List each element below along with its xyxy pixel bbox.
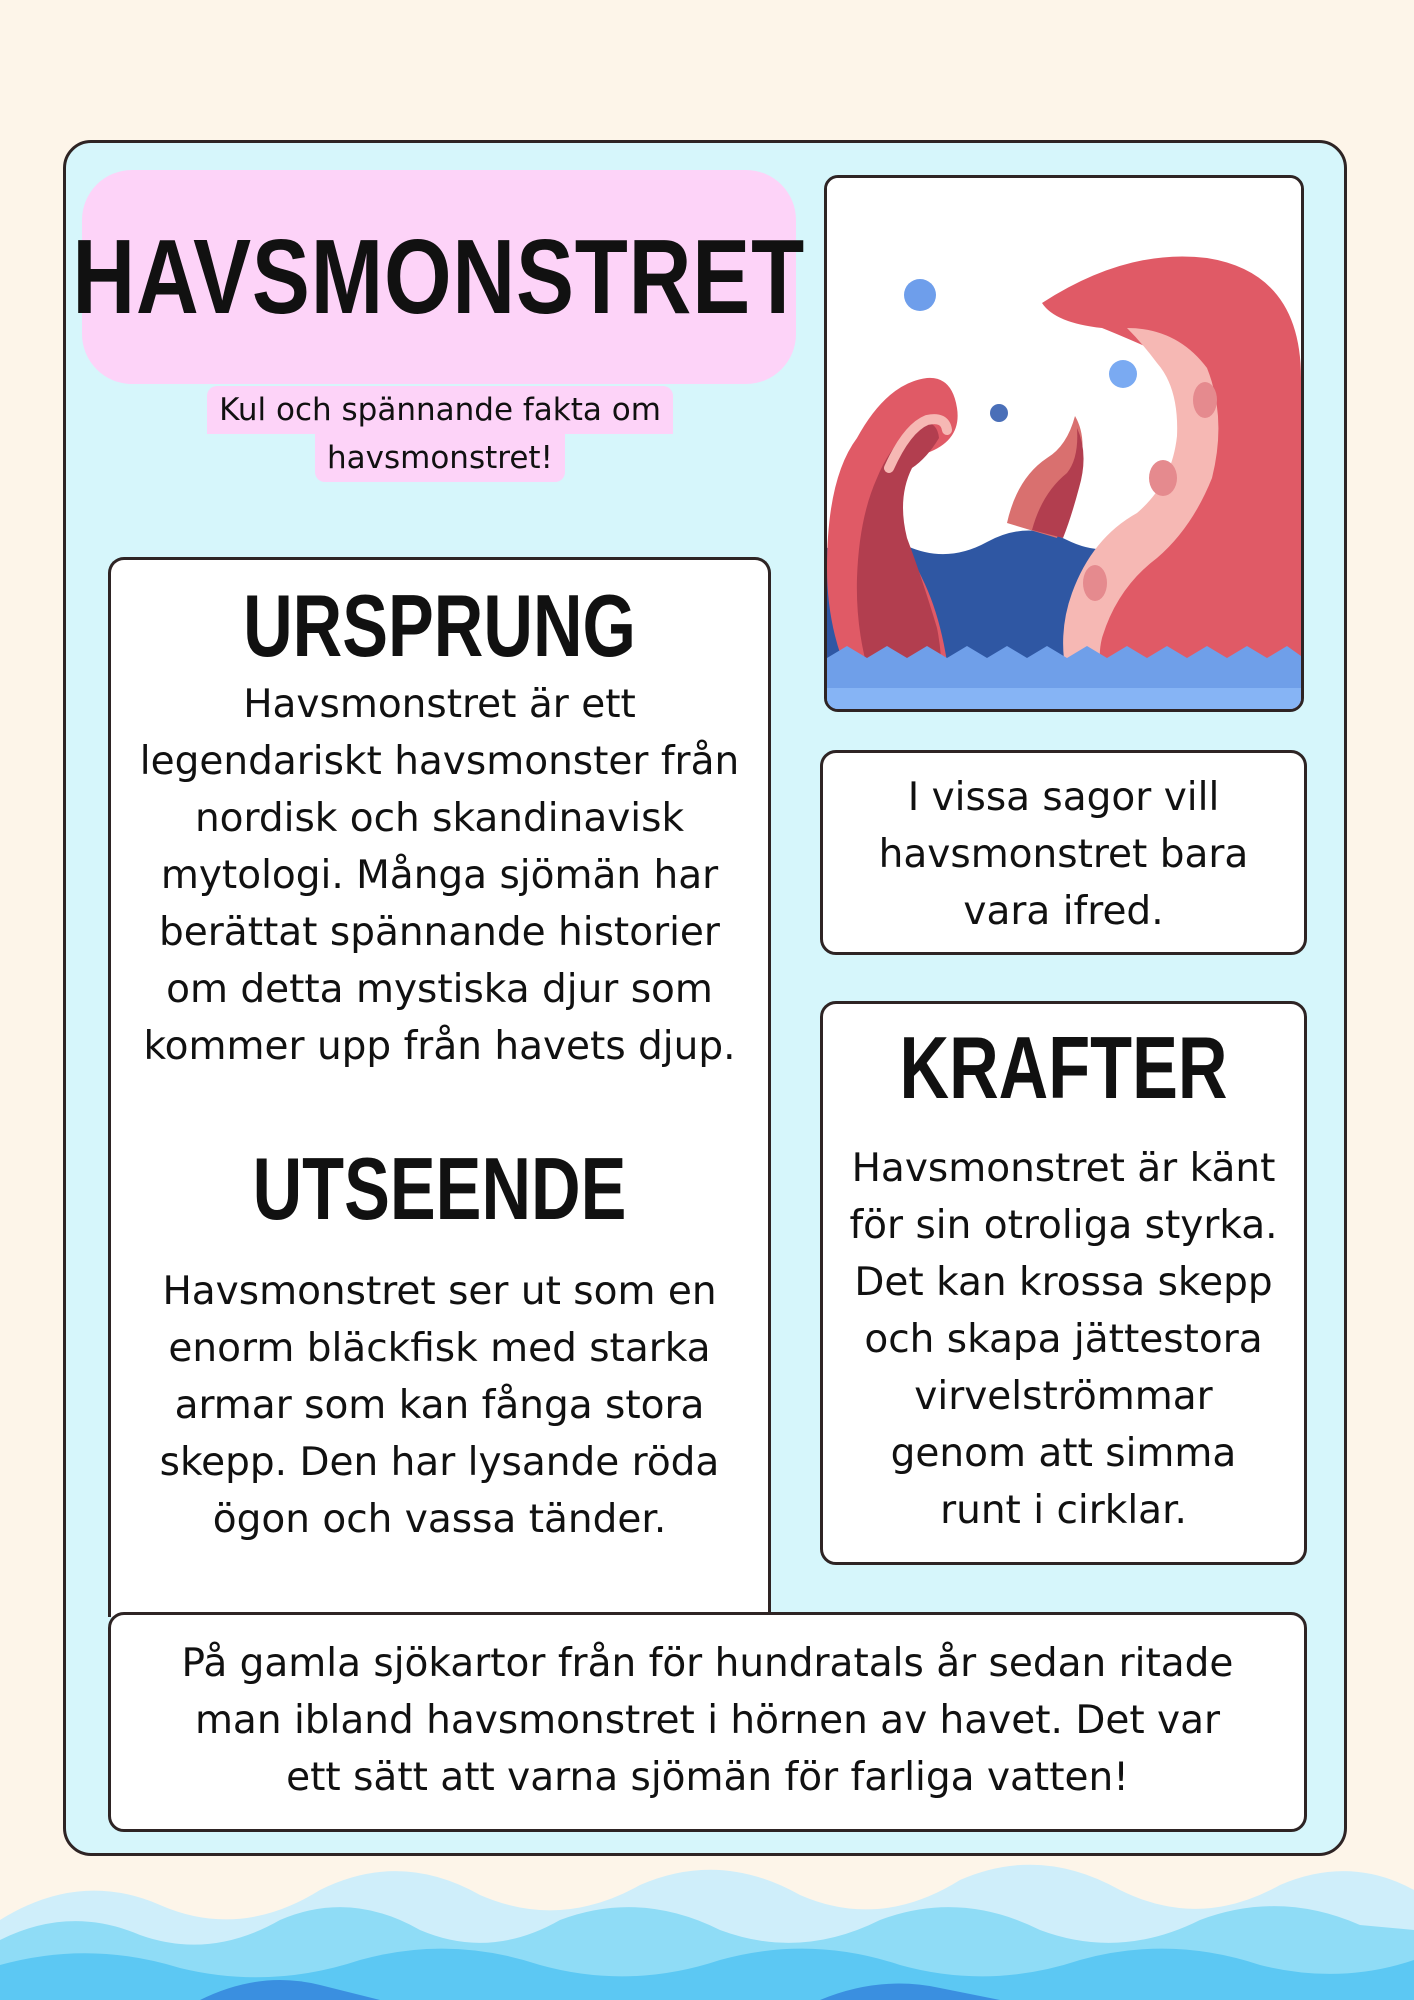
sagor-line: havsmonstret bara xyxy=(878,832,1249,877)
utseende-line: armar som kan fånga stora xyxy=(174,1383,705,1428)
sagor-line: I vissa sagor vill xyxy=(907,775,1220,820)
ursprung-line: kommer upp från havets djup. xyxy=(143,1024,736,1069)
sea-monster-tentacles-icon xyxy=(827,178,1301,709)
krafter-text xyxy=(823,1140,1304,1539)
utseende-line: ögon och vassa tänder. xyxy=(212,1497,667,1542)
ursprung-utseende-card xyxy=(108,557,771,1617)
sjokartor-line: man ibland havsmonstret i hörnen av havet. Det var xyxy=(194,1698,1221,1743)
ursprung-heading: URSPRUNG xyxy=(243,576,636,675)
title-bubble xyxy=(72,170,806,384)
utseende-line: enorm bläckfisk med starka xyxy=(168,1326,711,1371)
ocean-waves-icon xyxy=(0,1810,1414,2000)
sjokartor-card xyxy=(108,1612,1307,1832)
ursprung-line: nordisk och skandinavisk xyxy=(194,796,685,841)
krafter-line: genom att simma xyxy=(890,1431,1237,1476)
krafter-line: för sin otroliga styrka. xyxy=(849,1203,1278,1248)
krafter-line: virvelströmmar xyxy=(914,1374,1213,1419)
page-title: HAVSMONSTRET xyxy=(72,218,806,336)
krafter-line: Havsmonstret är känt xyxy=(851,1146,1276,1191)
krafter-line: runt i cirklar. xyxy=(940,1488,1187,1533)
ursprung-line: om detta mystiska djur som xyxy=(166,967,713,1012)
krafter-line: och skapa jättestora xyxy=(864,1317,1263,1362)
krafter-heading: KRAFTER xyxy=(899,1018,1228,1117)
ursprung-line: Havsmonstret är ett xyxy=(243,682,636,727)
utseende-heading: UTSEENDE xyxy=(252,1139,627,1238)
krafter-line: Det kan krossa skepp xyxy=(854,1260,1273,1305)
ursprung-line: legendariskt havsmonster från xyxy=(139,739,740,784)
ursprung-line: berättat spännande historier xyxy=(159,910,720,955)
sjokartor-line: ett sätt att varna sjömän för farliga vatten! xyxy=(286,1755,1129,1800)
sagor-card xyxy=(820,750,1307,955)
sea-monster-illustration xyxy=(824,175,1304,712)
ursprung-text xyxy=(111,676,768,1075)
subtitle-line: havsmonstret! xyxy=(315,434,565,482)
subtitle-line: Kul och spännande fakta om xyxy=(207,386,673,434)
ursprung-line: mytologi. Många sjömän har xyxy=(160,853,719,898)
krafter-card xyxy=(820,1001,1307,1565)
utseende-text xyxy=(111,1263,768,1548)
subtitle xyxy=(180,386,700,482)
sjokartor-line: På gamla sjökartor från för hundratals år sedan ritade xyxy=(181,1641,1234,1686)
utseende-line: Havsmonstret ser ut som en xyxy=(162,1269,717,1314)
sagor-line: vara ifred. xyxy=(963,889,1164,934)
utseende-line: skepp. Den har lysande röda xyxy=(159,1440,720,1485)
